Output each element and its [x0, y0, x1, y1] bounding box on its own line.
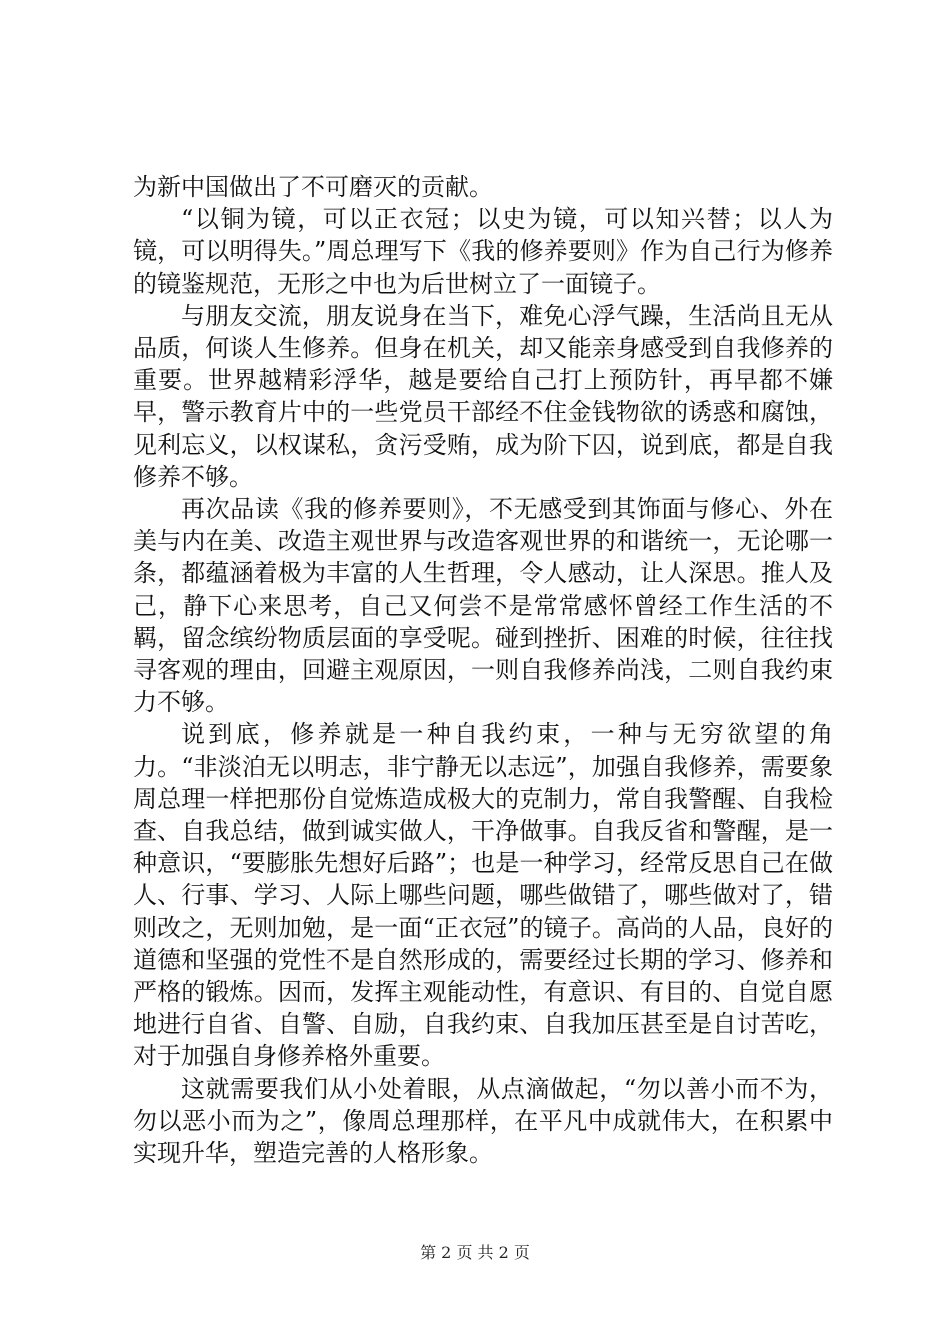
paragraph-continuation: 为新中国做出了不可磨灭的贡献。 — [133, 173, 493, 201]
page-number-footer: 第 2 页 共 2 页 — [420, 1243, 530, 1262]
paragraph-mirror-quote: “以铜为镜，可以正衣冠；以史为镜，可以知兴替；以人为镜，可以明得失。”周总理写下《我的修养要则》作为自己行为修养的镜鉴规范，无形之中也为后世树立了一面镜子。 — [133, 205, 833, 298]
paragraph-conclusion: 这就需要我们从小处着眼，从点滴做起，“勿以善小而不为，勿以恶小而为之”，像周总理那样，在平凡中成就伟大，在积累中实现升华，塑造完善的人格形象。 — [133, 1074, 833, 1168]
paragraph-reread-rules: 再次品读《我的修养要则》，不无感受到其饰面与修心、外在美与内在美、改造主观世界与改造客观世界的和谐统一，无论哪一条，都蕴涵着极为丰富的人生哲理，令人感动，让人深思。推人及己，静下心来思考，自己又何尝不是常常感怀曾经工作生活的不羁，留念缤纷物质层面的享受呢。碰到挫折、困难的时候，往往找寻客观的理由，回避主观原因，一则自我修养尚浅，二则自我约束力不够。 — [133, 495, 833, 717]
document-body — [133, 171, 833, 1169]
paragraph-self-restraint: 说到底，修养就是一种自我约束，一种与无穷欲望的角力。“非淡泊无以明志，非宁静无以志远”，加强自我修养，需要象周总理一样把那份自觉炼造成极大的克制力，常自我警醒、自我检查、自我总结，做到诚实做人，干净做事。自我反省和警醒，是一种意识，“要膨胀先想好后路”；也是一种学习，经常反思自己在做人、行事、学习、人际上哪些问题，哪些做错了，哪些做对了，错则改之，无则加勉，是一面“正衣冠”的镜子。高尚的人品，良好的道德和坚强的党性不是自然形成的，需要经过长期的学习、修养和严格的锻炼。因而，发挥主观能动性，有意识、有目的、自觉自愿地进行自省、自警、自励，自我约束、自我加压甚至是自讨苦吃，对于加强自身修养格外重要。 — [133, 720, 833, 1071]
paragraph-friend-exchange: 与朋友交流，朋友说身在当下，难免心浮气躁，生活尚且无从品质，何谈人生修养。但身在机关，却又能亲身感受到自我修养的重要。世界越精彩浮华，越是要给自己打上预防针，再早都不嫌早，警示教育片中的一些党员干部经不住金钱物欲的诱惑和腐蚀，见利忘义，以权谋私，贪污受贿，成为阶下囚，说到底，都是自我修养不够。 — [133, 301, 833, 491]
